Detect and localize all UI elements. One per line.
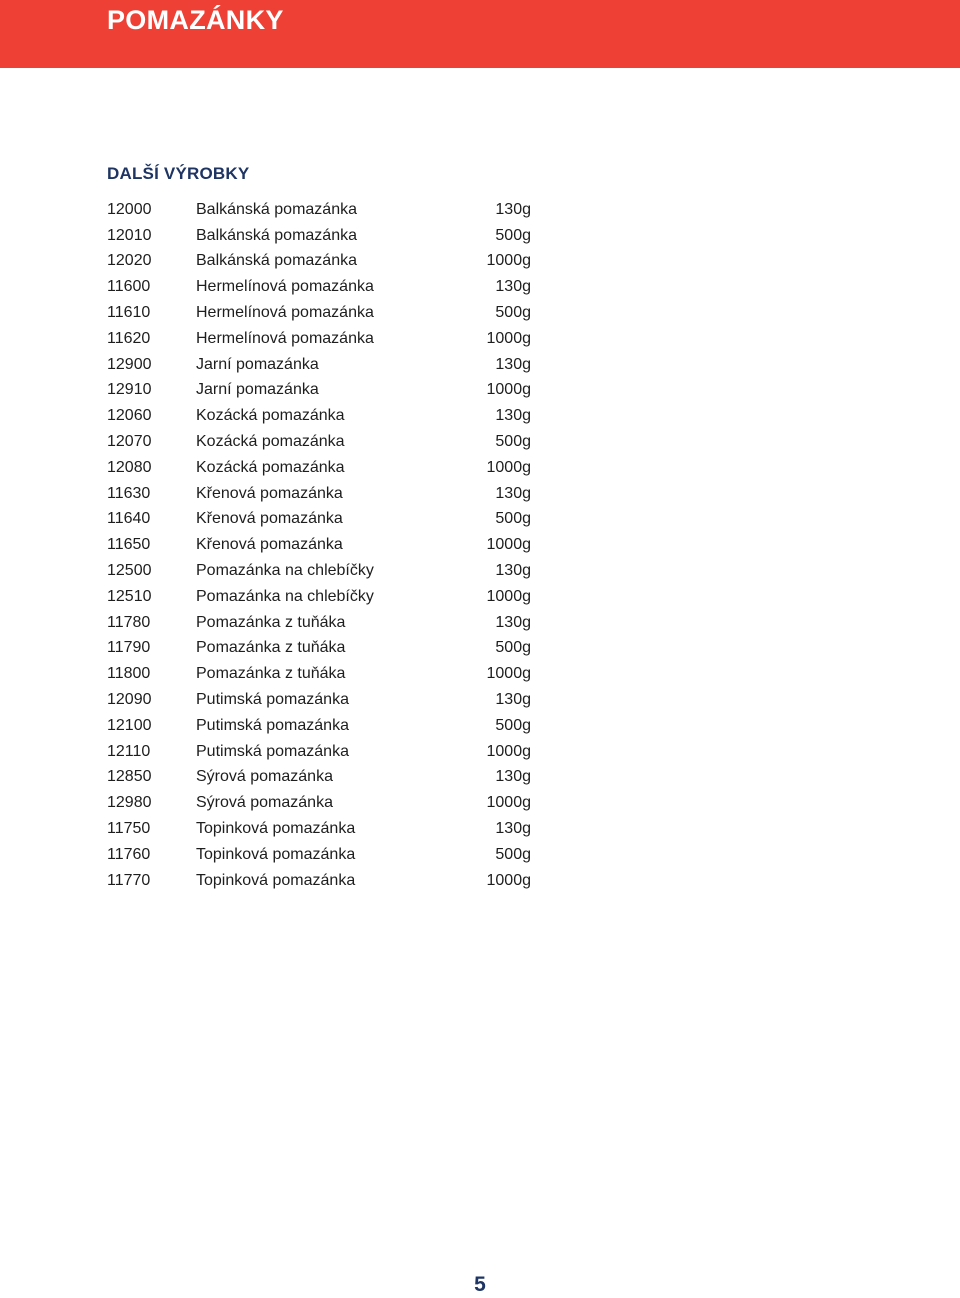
product-code: 11790	[107, 639, 151, 657]
product-weight: 500g	[495, 716, 531, 734]
list-item	[107, 532, 531, 558]
product-code: 12020	[107, 252, 152, 270]
product-code: 11650	[107, 536, 151, 554]
list-item	[107, 223, 531, 249]
list-item	[107, 249, 531, 275]
product-weight: 1000g	[486, 742, 531, 760]
list-item	[107, 455, 531, 481]
product-code: 11610	[107, 304, 151, 322]
product-code: 11600	[107, 278, 151, 296]
product-code: 12060	[107, 407, 152, 425]
product-weight: 1000g	[486, 665, 531, 683]
list-item	[107, 274, 531, 300]
product-code: 12500	[107, 562, 152, 580]
product-name: Putimská pomazánka	[196, 742, 349, 760]
product-code: 11620	[107, 329, 151, 347]
product-name: Kozácká pomazánka	[196, 458, 345, 476]
product-code: 12100	[107, 716, 152, 734]
product-weight: 500g	[495, 433, 531, 451]
list-item	[107, 739, 531, 765]
product-weight: 130g	[495, 768, 531, 786]
product-weight: 1000g	[486, 329, 531, 347]
product-weight: 130g	[495, 278, 531, 296]
page-title: POMAZÁNKY	[107, 5, 284, 35]
product-weight: 130g	[495, 355, 531, 373]
product-code: 12090	[107, 691, 152, 709]
header-band	[0, 0, 960, 68]
page-number: 5	[474, 1273, 486, 1296]
list-item	[107, 197, 531, 223]
product-code: 11800	[107, 665, 151, 683]
product-name: Pomazánka na chlebíčky	[196, 587, 374, 605]
list-item	[107, 403, 531, 429]
product-code: 12980	[107, 794, 152, 812]
product-name: Topinková pomazánka	[196, 845, 356, 863]
list-item	[107, 300, 531, 326]
section-title: DALŠÍ VÝROBKY	[107, 164, 250, 183]
product-weight: 130g	[495, 562, 531, 580]
product-weight: 1000g	[486, 381, 531, 399]
list-item	[107, 868, 531, 894]
product-weight: 500g	[495, 226, 531, 244]
list-item	[107, 507, 531, 533]
product-weight: 130g	[495, 407, 531, 425]
list-item	[107, 378, 531, 404]
product-name: Křenová pomazánka	[196, 510, 343, 528]
list-item	[107, 713, 531, 739]
product-name: Putimská pomazánka	[196, 691, 349, 709]
product-weight: 130g	[495, 613, 531, 631]
product-name: Topinková pomazánka	[196, 871, 356, 889]
product-name: Topinková pomazánka	[196, 820, 356, 838]
product-code: 12900	[107, 355, 152, 373]
product-name: Pomazánka na chlebíčky	[196, 562, 374, 580]
product-name: Křenová pomazánka	[196, 484, 343, 502]
product-name: Balkánská pomazánka	[196, 252, 357, 270]
product-name: Jarní pomazánka	[196, 355, 319, 373]
list-item	[107, 636, 531, 662]
list-item	[107, 661, 531, 687]
product-name: Pomazánka z tuňáka	[196, 639, 346, 657]
list-item	[107, 687, 531, 713]
product-list	[107, 197, 531, 894]
product-weight: 130g	[495, 820, 531, 838]
product-weight: 500g	[495, 639, 531, 657]
product-name: Hermelínová pomazánka	[196, 329, 374, 347]
product-weight: 500g	[495, 845, 531, 863]
list-item	[107, 558, 531, 584]
product-name: Sýrová pomazánka	[196, 768, 333, 786]
product-name: Hermelínová pomazánka	[196, 304, 374, 322]
product-name: Křenová pomazánka	[196, 536, 343, 554]
product-name: Pomazánka z tuňáka	[196, 613, 346, 631]
product-weight: 1000g	[486, 871, 531, 889]
product-code: 11640	[107, 510, 151, 528]
product-code: 12850	[107, 768, 152, 786]
product-weight: 1000g	[486, 794, 531, 812]
list-item	[107, 765, 531, 791]
product-weight: 1000g	[486, 252, 531, 270]
product-code: 11780	[107, 613, 151, 631]
list-item	[107, 816, 531, 842]
product-name: Sýrová pomazánka	[196, 794, 333, 812]
list-item	[107, 352, 531, 378]
product-weight: 1000g	[486, 587, 531, 605]
product-code: 11630	[107, 484, 151, 502]
product-name: Balkánská pomazánka	[196, 226, 357, 244]
product-weight: 1000g	[486, 536, 531, 554]
product-code: 12080	[107, 458, 152, 476]
product-weight: 500g	[495, 510, 531, 528]
product-name: Pomazánka z tuňáka	[196, 665, 346, 683]
product-code: 12510	[107, 587, 152, 605]
product-weight: 130g	[495, 691, 531, 709]
product-name: Jarní pomazánka	[196, 381, 319, 399]
product-weight: 1000g	[486, 458, 531, 476]
product-weight: 130g	[495, 200, 531, 218]
product-weight: 500g	[495, 304, 531, 322]
list-item	[107, 326, 531, 352]
product-weight: 130g	[495, 484, 531, 502]
list-item	[107, 429, 531, 455]
product-code: 12910	[107, 381, 152, 399]
list-item	[107, 584, 531, 610]
product-code: 12110	[107, 742, 151, 760]
product-code: 11760	[107, 845, 151, 863]
product-code: 12070	[107, 433, 152, 451]
product-name: Hermelínová pomazánka	[196, 278, 374, 296]
product-code: 12000	[107, 200, 152, 218]
product-code: 11770	[107, 871, 151, 889]
product-name: Kozácká pomazánka	[196, 407, 345, 425]
product-name: Kozácká pomazánka	[196, 433, 345, 451]
list-item	[107, 481, 531, 507]
list-item	[107, 790, 531, 816]
product-code: 11750	[107, 820, 151, 838]
list-item	[107, 842, 531, 868]
list-item	[107, 610, 531, 636]
product-name: Balkánská pomazánka	[196, 200, 357, 218]
product-name: Putimská pomazánka	[196, 716, 349, 734]
product-code: 12010	[107, 226, 152, 244]
